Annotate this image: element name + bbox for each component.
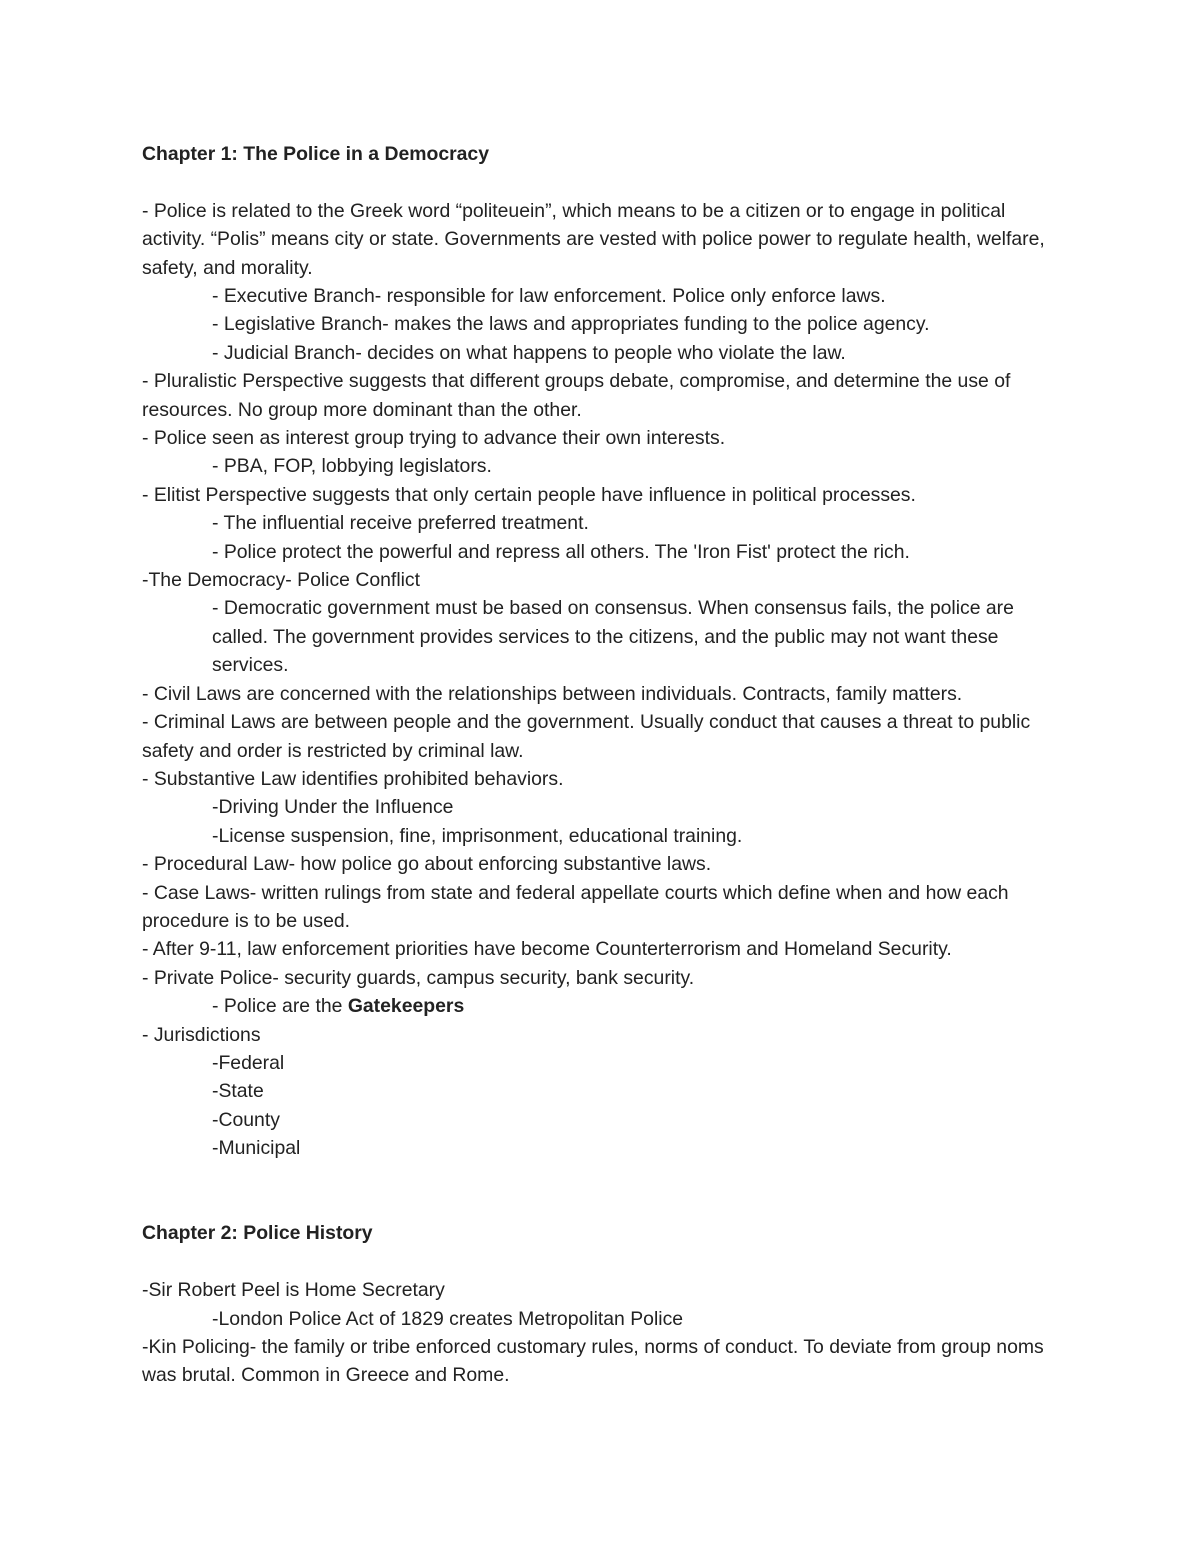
spacer xyxy=(142,1163,1072,1220)
note-line: - Case Laws- written rulings from state and federal appellate courts which define when and how each procedure is to be used. xyxy=(142,881,1009,932)
note-line: -Kin Policing- the family or tribe enforced customary rules, norms of conduct. To deviate from group noms was brutal. Common in Greece and Rome. xyxy=(142,1335,1044,1387)
chapter-2-title: Chapter 2: Police History xyxy=(142,1222,373,1245)
note-line: - Judicial Branch- decides on what happens to people who violate the law. xyxy=(212,341,846,364)
note-line: - Executive Branch- responsible for law enforcement. Police only enforce laws. xyxy=(212,285,886,307)
note-line: -License suspension, fine, imprisonment, educational training. xyxy=(212,824,743,847)
note-line: - Police is related to the Greek word “politeuein”, which means to be a citizen or to engage in political activity. “Polis” means city or state. Governments are vested with police power to regulate health, welfare, safety, and morality. xyxy=(142,199,1045,279)
spacer xyxy=(142,168,1072,196)
note-line: - Democratic government must be based on consensus. When consensus fails, the police are called. The government provides services to the citizens, and the public may not want these services. xyxy=(212,597,1014,677)
jurisdiction-item: -County xyxy=(212,1108,280,1131)
note-line: - Civil Laws are concerned with the relationships between individuals. Contracts, family matters. xyxy=(142,682,963,705)
note-line: - Police seen as interest group trying to advance their own interests. xyxy=(142,427,726,450)
note-line: - Pluralistic Perspective suggests that different groups debate, compromise, and determine the use of resources. No group more dominant than the other. xyxy=(142,370,1011,421)
chapter-2-notes xyxy=(142,1276,1072,1390)
spacer xyxy=(142,1248,1072,1276)
gatekeepers-prefix: - Police are the xyxy=(212,995,348,1018)
gatekeepers-line xyxy=(142,992,1072,1020)
note-line: - Police protect the powerful and repress all others. The 'Iron Fist' protect the rich. xyxy=(212,540,910,563)
note-line: - Private Police- security guards, campus security, bank security. xyxy=(142,966,695,989)
note-line: - Procedural Law- how police go about enforcing substantive laws. xyxy=(142,853,712,876)
note-line: - After 9-11, law enforcement priorities have become Counterterrorism and Homeland Security. xyxy=(142,938,952,961)
jurisdictions-list xyxy=(142,1049,1072,1163)
chapter-1-title: Chapter 1: The Police in a Democracy xyxy=(142,143,489,165)
note-line: - The influential receive preferred treatment. xyxy=(212,512,589,535)
note-line: -Driving Under the Influence xyxy=(212,796,454,819)
chapter-1-notes xyxy=(142,197,1072,992)
jurisdiction-item: -Municipal xyxy=(212,1137,301,1160)
document-content xyxy=(142,140,1072,1390)
gatekeepers-bold: Gatekeepers xyxy=(347,995,465,1018)
jurisdiction-item: -State xyxy=(212,1080,264,1103)
note-line: - Legislative Branch- makes the laws and appropriates funding to the police agency. xyxy=(212,313,930,336)
note-line: -London Police Act of 1829 creates Metropolitan Police xyxy=(212,1307,684,1330)
note-line: - Substantive Law identifies prohibited behaviors. xyxy=(142,767,564,790)
note-line: - Elitist Perspective suggests that only certain people have influence in political processes. xyxy=(142,483,916,506)
jurisdiction-item: -Federal xyxy=(212,1051,285,1074)
note-line: -The Democracy- Police Conflict xyxy=(142,569,421,592)
note-line: - PBA, FOP, lobbying legislators. xyxy=(212,455,492,478)
note-line: -Sir Robert Peel is Home Secretary xyxy=(142,1279,445,1302)
jurisdictions-label: - Jurisdictions xyxy=(142,1023,261,1046)
note-line: - Criminal Laws are between people and the government. Usually conduct that causes a threat to public safety and order is restricted by criminal law. xyxy=(142,711,1031,762)
